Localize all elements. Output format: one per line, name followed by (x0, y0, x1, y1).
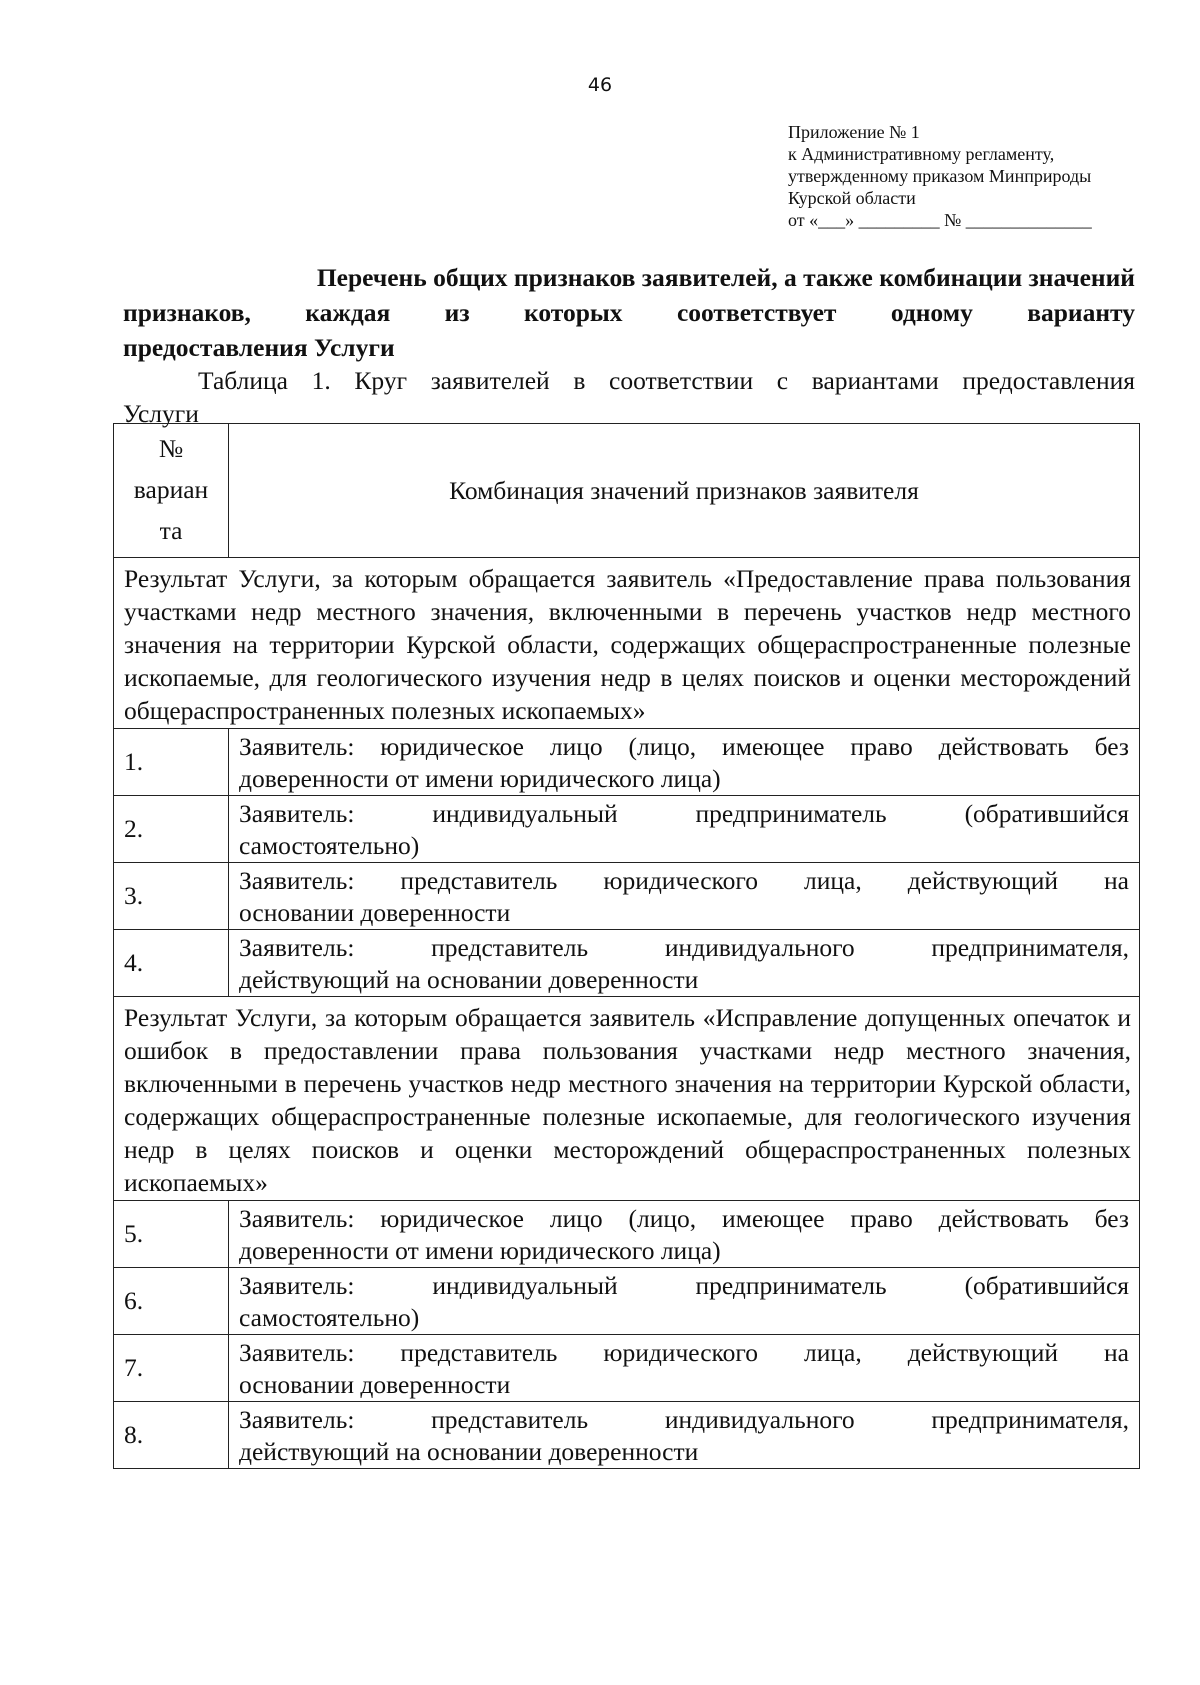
variant-number: 6. (114, 1268, 229, 1335)
description-line: Заявитель: юридическое лицо (лицо, имеющее право действовать без (239, 732, 1129, 761)
variant-description (229, 1335, 1140, 1402)
variant-description (229, 930, 1140, 997)
header-combination: Комбинация значений признаков заявителя (229, 424, 1140, 558)
result-row (114, 997, 1140, 1201)
description-line: Заявитель: представитель индивидуального предпринимателя, (239, 1405, 1129, 1434)
table-row (114, 930, 1140, 997)
description-line: Заявитель: индивидуальный предприниматель (обратившийся (239, 1271, 1129, 1300)
header-num-line: та (159, 516, 183, 545)
annex-line: утвержденному приказом Минприроды (788, 166, 1092, 186)
annex-line: к Административному регламенту, (788, 144, 1055, 164)
table-row (114, 729, 1140, 796)
description-line: основании доверенности (239, 1370, 511, 1399)
caption-line: Таблица 1. Круг заявителей в соответствии с вариантами предоставления (198, 366, 1135, 395)
table-header-row (114, 424, 1140, 558)
table-row (114, 1268, 1140, 1335)
header-variant-number (114, 424, 229, 558)
heading-line: Перечень общих признаков заявителей, а также комбинации значений (316, 263, 1135, 292)
annex-block (788, 121, 1148, 231)
heading-line: предоставления Услуги (123, 333, 395, 362)
table-row (114, 1402, 1140, 1469)
variant-number: 5. (114, 1201, 229, 1268)
description-line: доверенности от имени юридического лица) (239, 764, 721, 793)
variant-number: 8. (114, 1402, 229, 1469)
page-number: 46 (587, 74, 613, 96)
variant-number: 2. (114, 796, 229, 863)
description-line: Заявитель: представитель юридического лица, действующий на (239, 866, 1129, 895)
variants-table (113, 423, 1140, 1469)
description-line: действующий на основании доверенности (239, 965, 699, 994)
table-caption (123, 364, 1135, 430)
description-line: Заявитель: представитель индивидуального предпринимателя, (239, 933, 1129, 962)
variant-description (229, 1201, 1140, 1268)
variant-number: 4. (114, 930, 229, 997)
result-cell: Результат Услуги, за которым обращается заявитель «Предоставление права пользования участками недр местного значения, включенными в перечень участков недр местного значения на территории Курской области, содержащих общераспространенные полезные ископаемые, для геологического изучения недр в целях поисков и оценки месторождений общераспространенных полезных ископаемых» (114, 558, 1140, 729)
result-cell: Результат Услуги, за которым обращается заявитель «Исправление допущенных опечаток и ошибок в предоставлении права пользования участками недр местного значения, включенными в перечень участков недр местного значения на территории Курской области, содержащих общераспространенные полезные ископаемые, для геологического изучения недр в целях поисков и оценки месторождений общераспространенных полезных ископаемых» (114, 997, 1140, 1201)
variant-description (229, 863, 1140, 930)
variant-number: 1. (114, 729, 229, 796)
result-row (114, 558, 1140, 729)
annex-date-line: от «___» _________ № ______________ (788, 210, 1092, 230)
description-line: доверенности от имени юридического лица) (239, 1236, 721, 1265)
variant-description (229, 729, 1140, 796)
heading-line: признаков, каждая из которых соответствует одному варианту (123, 298, 1135, 327)
annex-line: Курской области (788, 188, 916, 208)
description-line: Заявитель: индивидуальный предприниматель (обратившийся (239, 799, 1129, 828)
table-row (114, 1335, 1140, 1402)
description-line: Заявитель: юридическое лицо (лицо, имеющее право действовать без (239, 1204, 1129, 1233)
table-row (114, 796, 1140, 863)
header-num-line: вариан (133, 475, 209, 504)
description-line: самостоятельно) (239, 831, 420, 860)
document-heading (123, 260, 1135, 365)
description-line: самостоятельно) (239, 1303, 420, 1332)
variant-number: 3. (114, 863, 229, 930)
description-line: Заявитель: представитель юридического лица, действующий на (239, 1338, 1129, 1367)
table-row (114, 863, 1140, 930)
table-row (114, 1201, 1140, 1268)
variant-description (229, 796, 1140, 863)
description-line: действующий на основании доверенности (239, 1437, 699, 1466)
variant-description (229, 1268, 1140, 1335)
variant-description (229, 1402, 1140, 1469)
annex-title: Приложение № 1 (788, 122, 920, 142)
header-num-line: № (158, 434, 184, 463)
description-line: основании доверенности (239, 898, 511, 927)
variant-number: 7. (114, 1335, 229, 1402)
caption-line: Услуги (123, 399, 199, 428)
